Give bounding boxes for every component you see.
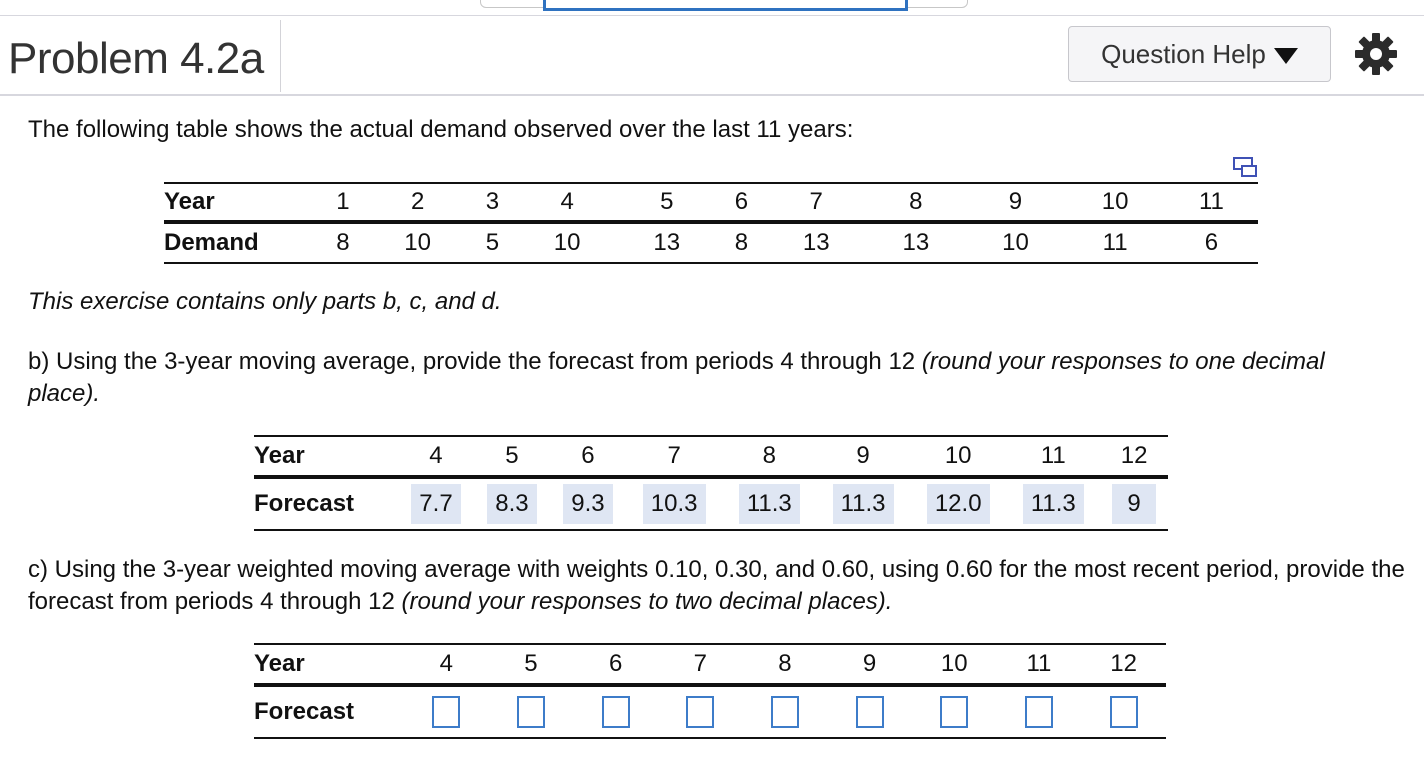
answer-input[interactable]	[1025, 696, 1053, 728]
year-cell: 4	[398, 436, 474, 477]
year-cell: 3	[467, 183, 517, 222]
forecast-cell	[827, 685, 912, 738]
answer-field-filled[interactable]: 9.3	[563, 484, 612, 524]
demand-cell: 8	[734, 229, 749, 256]
forecast-cell	[1006, 477, 1100, 530]
answer-input[interactable]	[1110, 696, 1138, 728]
year-cell: 11	[997, 644, 1082, 685]
year-cell: 7	[626, 436, 723, 477]
table-row-demand	[164, 222, 1258, 263]
answer-input[interactable]	[771, 696, 799, 728]
table-row-year	[254, 436, 1168, 477]
question-help-label: Question Help	[1101, 38, 1266, 69]
year-cell: 9	[816, 436, 910, 477]
answer-input[interactable]	[940, 696, 968, 728]
year-cell: 12	[1100, 436, 1168, 477]
demand-cell: 8	[336, 229, 350, 256]
forecast-cell	[573, 685, 658, 738]
year-cell: 1	[318, 183, 368, 222]
active-tab-indicator[interactable]	[543, 0, 908, 11]
demand-cell: 10	[1002, 229, 1029, 256]
forecast-cell	[910, 477, 1007, 530]
answer-field-filled[interactable]: 11.3	[739, 484, 800, 524]
row-label: Forecast	[254, 490, 355, 517]
year-cell: 10	[912, 644, 997, 685]
forecast-cell	[489, 685, 574, 738]
year-cell: 2	[368, 183, 468, 222]
demand-cell: 11	[1102, 229, 1128, 256]
forecast-cell	[743, 685, 828, 738]
year-cell: 7	[658, 644, 743, 685]
gear-icon[interactable]	[1354, 32, 1398, 76]
forecast-cell	[398, 477, 474, 530]
year-cell: 10	[910, 436, 1007, 477]
demand-cell: 6	[1204, 229, 1219, 256]
part-c-prompt	[28, 554, 1408, 618]
forecast-cell	[1081, 685, 1166, 738]
forecast-cell	[816, 477, 910, 530]
part-b-prompt	[28, 346, 1398, 410]
table-row-forecast	[254, 477, 1168, 530]
weighted-moving-average-table	[254, 643, 1166, 739]
demand-cell: 10	[404, 229, 431, 256]
year-cell: 4	[517, 183, 617, 222]
answer-field-filled[interactable]: 8.3	[487, 484, 536, 524]
year-cell: 11	[1165, 183, 1258, 222]
top-tab-strip	[0, 0, 1424, 16]
answer-input[interactable]	[602, 696, 630, 728]
forecast-cell	[912, 685, 997, 738]
answer-input[interactable]	[856, 696, 884, 728]
demand-table	[164, 182, 1258, 264]
year-cell: 10	[1065, 183, 1165, 222]
year-cell: 4	[404, 644, 489, 685]
year-cell: 8	[866, 183, 966, 222]
exercise-note: This exercise contains only parts b, c, and d.	[28, 288, 502, 315]
caret-down-icon	[1274, 48, 1298, 64]
year-cell: 5	[474, 436, 550, 477]
table-row-forecast	[254, 685, 1166, 738]
forecast-cell	[626, 477, 723, 530]
answer-field-filled[interactable]: 9	[1112, 484, 1156, 524]
row-label: Year	[254, 436, 398, 477]
answer-input[interactable]	[432, 696, 460, 728]
forecast-cell	[997, 685, 1082, 738]
answer-field-filled[interactable]: 11.3	[833, 484, 894, 524]
year-cell: 5	[489, 644, 574, 685]
forecast-cell	[722, 477, 816, 530]
demand-cell: 13	[653, 229, 681, 256]
year-cell: 9	[827, 644, 912, 685]
part-c-text: c) Using the 3-year weighted moving average with weights 0.10, 0.30, and 0.60, using 0.60 for the most recent period, provide the forecast from periods 4 through 12	[28, 556, 1405, 615]
row-label: Year	[164, 183, 318, 222]
year-cell: 9	[966, 183, 1066, 222]
demand-cell: 13	[802, 229, 830, 256]
title-divider	[280, 20, 281, 92]
table-row-year	[164, 183, 1258, 222]
year-cell: 8	[743, 644, 828, 685]
demand-cell: 13	[902, 229, 930, 256]
year-cell: 6	[573, 644, 658, 685]
year-cell: 12	[1081, 644, 1166, 685]
row-label: Demand	[164, 229, 259, 256]
year-cell: 8	[722, 436, 816, 477]
row-label: Forecast	[254, 698, 355, 725]
answer-field-filled[interactable]: 7.7	[411, 484, 460, 524]
year-cell: 7	[766, 183, 866, 222]
intro-text: The following table shows the actual demand observed over the last 11 years:	[28, 116, 854, 143]
year-cell: 11	[1006, 436, 1100, 477]
part-c-rounding-note: (round your responses to two decimal places).	[401, 588, 893, 615]
header-divider	[0, 94, 1424, 96]
forecast-cell	[550, 477, 626, 530]
answer-field-filled[interactable]: 11.3	[1023, 484, 1084, 524]
forecast-cell	[404, 685, 489, 738]
forecast-cell	[474, 477, 550, 530]
forecast-cell	[658, 685, 743, 738]
row-label: Year	[254, 644, 404, 685]
table-row-year	[254, 644, 1166, 685]
year-cell: 6	[550, 436, 626, 477]
problem-header	[0, 16, 1424, 94]
copy-table-icon[interactable]	[1232, 156, 1258, 178]
demand-cell: 10	[553, 229, 581, 256]
year-cell: 5	[617, 183, 717, 222]
part-b-rounding-note: (round your responses to one decimal place).	[28, 348, 1325, 407]
answer-input[interactable]	[517, 696, 545, 728]
year-cell: 6	[717, 183, 767, 222]
moving-average-table	[254, 435, 1168, 531]
answer-field-filled[interactable]: 12.0	[927, 484, 990, 524]
demand-cell: 5	[485, 229, 500, 256]
forecast-cell	[1100, 477, 1168, 530]
part-b-text: b) Using the 3-year moving average, provide the forecast from periods 4 through 12	[28, 348, 922, 375]
answer-input[interactable]	[686, 696, 714, 728]
question-help-button[interactable]	[1068, 26, 1331, 82]
answer-field-filled[interactable]: 10.3	[643, 484, 706, 524]
page-title: Problem 4.2a	[8, 34, 264, 83]
